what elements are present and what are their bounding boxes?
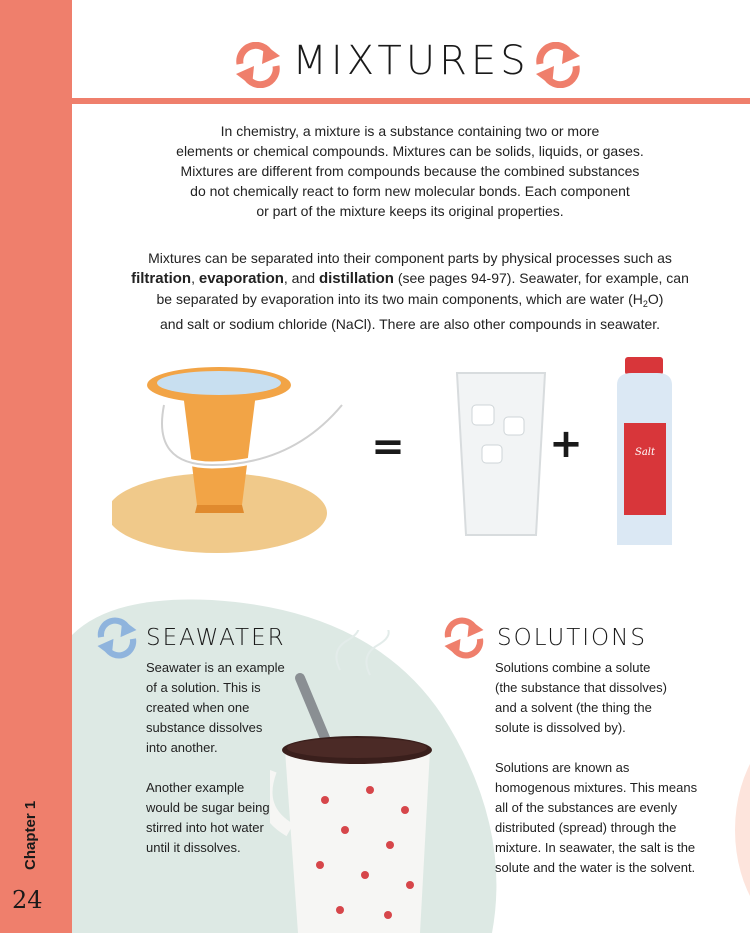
text-line: created when one [146, 700, 250, 715]
separator: , and [283, 270, 319, 286]
text-line: would be sugar being [146, 800, 270, 815]
solutions-text [495, 658, 710, 898]
page-number: 24 [12, 886, 43, 914]
text-line: mixture. In seawater, the salt is the [495, 840, 696, 855]
text-line: solute and the water is the solvent. [495, 860, 696, 875]
text-line: Solutions combine a solute [495, 660, 651, 675]
intro-line: In chemistry, a mixture is a substance containing two or more [220, 123, 600, 139]
intro-line: or part of the mixture keeps its original properties. [256, 203, 564, 219]
intro-paragraph [140, 121, 680, 221]
equals-sign: = [371, 424, 405, 470]
coffee-mug-illustration [270, 630, 450, 933]
solutions-paragraph [495, 758, 710, 878]
intro-line: Mixtures are different from compounds because the combined substances [180, 163, 640, 179]
separation-line [110, 289, 710, 314]
separation-line: and salt or sodium chloride (NaCl). There are also other compounds in seawater. [159, 316, 661, 332]
term-distillation: distillation [318, 270, 394, 287]
text-line: Seawater is an example [146, 660, 285, 675]
text-line: solute is dissolved by). [495, 720, 626, 735]
solutions-paragraph [495, 658, 710, 738]
text-line: and a solvent (the thing the [495, 700, 652, 715]
intro-line: elements or chemical compounds. Mixtures can be solids, liquids, or gases. [176, 143, 644, 159]
subscript: 2 [642, 299, 648, 309]
recycle-arrows-icon [532, 42, 584, 88]
text-line: all of the substances are evenly [495, 800, 678, 815]
separation-line [110, 268, 710, 289]
text-line: stirred into hot water [146, 820, 264, 835]
water-glass-illustration [457, 373, 545, 535]
text-line: substance dissolves [146, 720, 263, 735]
text-line: Another example [146, 780, 245, 795]
separation-line: Mixtures can be separated into their component parts by physical processes such as [148, 250, 672, 266]
text-line: until it dissolves. [146, 840, 241, 855]
chapter-side-band [0, 0, 72, 933]
plus-sign: + [549, 421, 583, 467]
text-line: homogenous mixtures. This means [495, 780, 698, 795]
header-divider [72, 98, 750, 104]
text-line: Solutions are known as [495, 760, 630, 775]
text-line: (the substance that dissolves) [495, 680, 667, 695]
separation-line-rest: (see pages 94-97). Seawater, for example, can [393, 270, 689, 286]
separation-line-text: be separated by evaporation into its two main components, which are water (H [156, 291, 643, 307]
intro-line: do not chemically react to form new molecular bonds. Each component [190, 183, 630, 199]
page-title: MIXTURES [292, 38, 530, 84]
text-line: of a solution. This is [146, 680, 261, 695]
salt-bottle-illustration [617, 357, 672, 545]
chapter-label: Chapter 1 [22, 800, 39, 870]
seawater-heading: SEAWATER [146, 625, 286, 651]
decorative-circle [735, 720, 750, 933]
text-line: into another. [146, 740, 218, 755]
page-header [72, 0, 750, 104]
term-filtration: filtration [131, 270, 192, 287]
separation-paragraph [110, 248, 710, 334]
recycle-arrows-icon [94, 617, 140, 659]
separation-line-text: O) [647, 291, 664, 307]
mixture-illustration [112, 345, 732, 560]
term-evaporation: evaporation [198, 270, 284, 287]
text-line: distributed (spread) through the [495, 820, 677, 835]
solutions-heading: SOLUTIONS [497, 625, 647, 651]
separator: , [191, 270, 199, 286]
bottle-label: Salt [634, 447, 656, 458]
